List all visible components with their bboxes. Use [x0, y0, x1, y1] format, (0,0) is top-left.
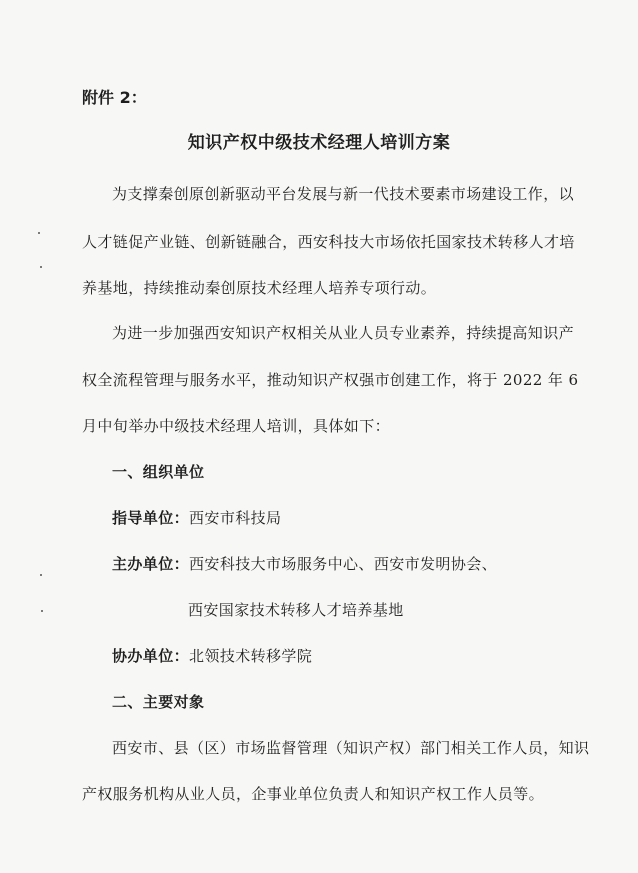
- host-unit-row: [112, 554, 497, 574]
- co-organizer-label: 协办单位：: [112, 647, 190, 665]
- paragraph-2-line-2: 权全流程管理与服务水平，推动知识产权强市创建工作，将于 2022 年 6: [82, 371, 579, 389]
- host-unit-value-line-2: 西安国家技术转移人才培养基地: [188, 601, 404, 619]
- co-organizer-row: [112, 646, 312, 666]
- document-title: 知识产权中级技术经理人培训方案: [187, 133, 451, 153]
- paragraph-2-line-1: 为进一步加强西安知识产权相关从业人员专业素养，持续提高知识产: [112, 324, 575, 342]
- co-organizer-value: 北领技术转移学院: [189, 647, 313, 665]
- paragraph-1-line-2: 人才链促产业链、创新链融合，西安科技大市场依托国家技术转移人才培: [82, 233, 575, 251]
- scan-speck: [40, 574, 42, 576]
- attachment-label: 附件 2：: [82, 88, 147, 107]
- guide-unit-row: [112, 508, 281, 528]
- paragraph-1-line-3: 养基地，持续推动秦创原技术经理人培养专项行动。: [82, 279, 437, 297]
- scan-speck: [40, 266, 42, 268]
- section-heading-target-audience: 二、主要对象: [112, 693, 205, 711]
- paragraph-3-line-1: 西安市、县（区）市场监督管理（知识产权）部门相关工作人员，知识: [112, 739, 590, 757]
- section-heading-organizers: 一、组织单位: [112, 463, 205, 481]
- scan-speck: [41, 610, 43, 612]
- scan-speck: [38, 232, 40, 234]
- host-unit-value: 西安科技大市场服务中心、西安市发明协会、: [189, 555, 498, 573]
- paragraph-1-line-1: 为支撑秦创原创新驱动平台发展与新一代技术要素市场建设工作，以: [112, 185, 575, 203]
- paragraph-3-line-2: 产权服务机构从业人员，企事业单位负责人和知识产权工作人员等。: [82, 785, 545, 803]
- host-unit-label: 主办单位：: [112, 555, 190, 573]
- guide-unit-label: 指导单位：: [112, 509, 190, 527]
- guide-unit-value: 西安市科技局: [189, 509, 282, 527]
- paragraph-2-line-3: 月中旬举办中级技术经理人培训，具体如下：: [82, 417, 391, 435]
